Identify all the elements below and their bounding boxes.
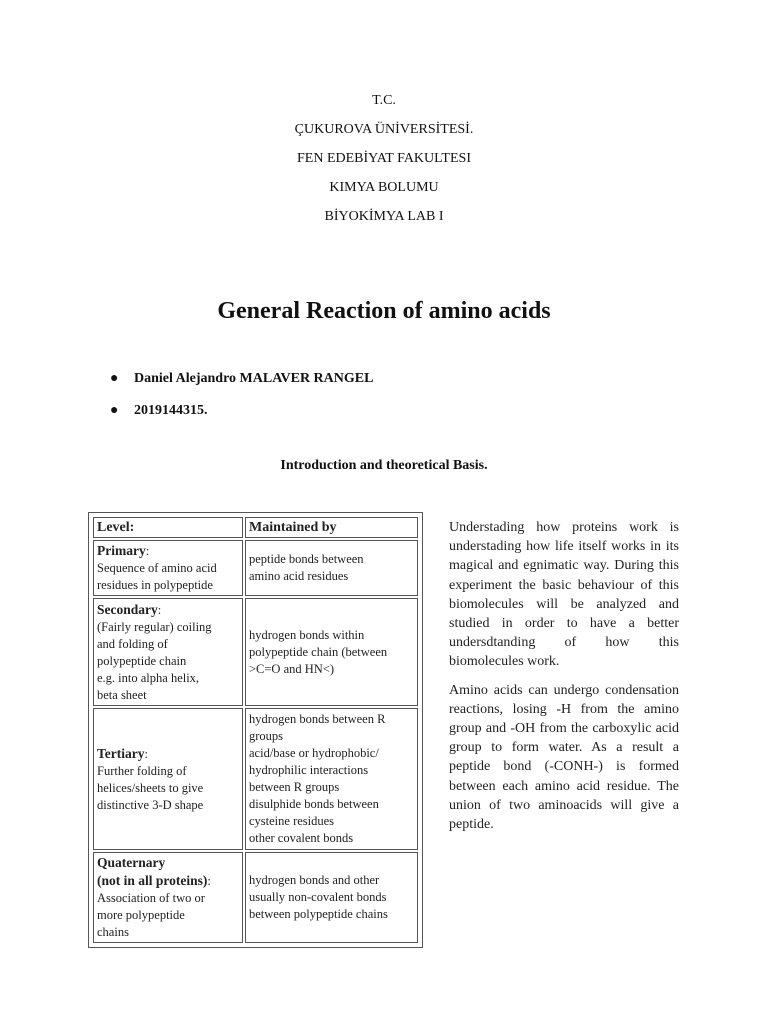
level-colon: :: [144, 746, 148, 761]
header-level: Level:: [93, 517, 243, 538]
protein-structure-table: [91, 515, 420, 945]
maintained-line: between R groups: [249, 780, 340, 794]
level-name: Secondary: [97, 601, 158, 617]
level-desc-line: more polypeptide: [97, 908, 185, 922]
protein-structure-table-image: [88, 512, 423, 948]
maintained-line: cysteine residues: [249, 814, 335, 828]
maintained-line: usually non-covalent bonds: [249, 890, 387, 904]
level-desc-line: Association of two or: [97, 891, 205, 905]
level-desc-line: residues in polypeptide: [97, 578, 213, 592]
document-header: [0, 90, 768, 235]
level-cell: [93, 540, 243, 596]
author-name-item: [110, 368, 373, 400]
student-number: 2019144315.: [134, 403, 208, 418]
level-desc-line: e.g. into alpha helix,: [97, 670, 200, 685]
maintained-cell: [245, 708, 418, 850]
maintained-line: hydrogen bonds within: [249, 627, 365, 642]
level-cell: [93, 598, 243, 706]
maintained-line: disulphide bonds between: [249, 797, 379, 811]
level-desc-line: helices/sheets to give: [97, 780, 204, 795]
maintained-line: hydrogen bonds and other: [249, 873, 380, 887]
header-line-faculty: FEN EDEBİYAT FAKULTESI: [297, 151, 471, 166]
level-desc-line: Further folding of: [97, 763, 187, 778]
maintained-line: amino acid residues: [249, 569, 349, 583]
header-maintained-by: Maintained by: [245, 517, 418, 538]
level-name: Quaternary: [97, 855, 166, 870]
level-name: Primary: [97, 543, 146, 558]
level-desc-line: polypeptide chain: [97, 653, 187, 668]
maintained-line: acid/base or hydrophobic/: [249, 746, 379, 760]
intro-paragraph: Amino acids can undergo condensation reactions, losing -H from the amino group and -OH from the carboxylic acid group to form water. As a result a peptide bond (-CONH-) is formed between each amino acid residue. The union of two aminoacids will give a peptide.: [449, 682, 679, 833]
level-cell: [93, 852, 243, 943]
header-line-course: BİYOKİMYA LAB I: [324, 209, 444, 224]
bullet-icon: ●: [110, 403, 119, 418]
header-line-university: ÇUKUROVA ÜNİVERSİTESİ.: [294, 122, 474, 137]
maintained-line: >C=O and HN<): [249, 661, 335, 676]
table-row-quaternary: [93, 852, 418, 943]
maintained-line: hydrophilic interactions: [249, 763, 369, 777]
level-colon: :: [207, 874, 211, 888]
table-header-row: [93, 517, 418, 538]
level-name-qualifier: (not in all proteins): [97, 873, 208, 888]
level-colon: :: [157, 602, 162, 617]
maintained-line: groups: [249, 729, 284, 743]
intro-paragraph: Understading how proteins work is understading how life itself works in its magical and egnimatic way. During this experiment the basic behaviour of this biomolecules will be analyzed and studied in order to have a better undersdtanding of how this biomolecules work.: [449, 520, 679, 670]
student-number-item: [110, 400, 373, 432]
maintained-line: hydrogen bonds between R: [249, 712, 386, 726]
level-desc-line: and folding of: [97, 636, 168, 651]
table-row-secondary: [93, 598, 418, 706]
header-line-country: T.C.: [372, 93, 396, 108]
section-heading: Introduction and theoretical Basis.: [280, 458, 488, 473]
introduction-text: [449, 518, 679, 843]
author-list: [110, 368, 373, 432]
level-desc-line: distinctive 3-D shape: [97, 797, 204, 812]
document-title: General Reaction of amino acids: [217, 298, 551, 324]
level-colon: :: [145, 544, 150, 558]
level-desc-line: Sequence of amino acid: [97, 561, 217, 575]
maintained-line: between polypeptide chains: [249, 907, 388, 921]
maintained-line: other covalent bonds: [249, 831, 354, 845]
table-row-primary: [93, 540, 418, 596]
maintained-line: peptide bonds between: [249, 552, 364, 566]
maintained-cell: [245, 540, 418, 596]
header-line-department: KIMYA BOLUMU: [329, 180, 439, 195]
bullet-icon: ●: [110, 371, 119, 386]
level-desc-line: (Fairly regular) coiling: [97, 619, 212, 634]
level-desc-line: chains: [97, 925, 129, 939]
level-cell: [93, 708, 243, 850]
level-name: Tertiary: [97, 745, 145, 761]
table-row-tertiary: [93, 708, 418, 850]
maintained-cell: [245, 852, 418, 943]
level-desc-line: beta sheet: [97, 687, 147, 702]
author-name: Daniel Alejandro MALAVER RANGEL: [134, 371, 374, 386]
maintained-line: polypeptide chain (between: [249, 644, 388, 659]
maintained-cell: [245, 598, 418, 706]
